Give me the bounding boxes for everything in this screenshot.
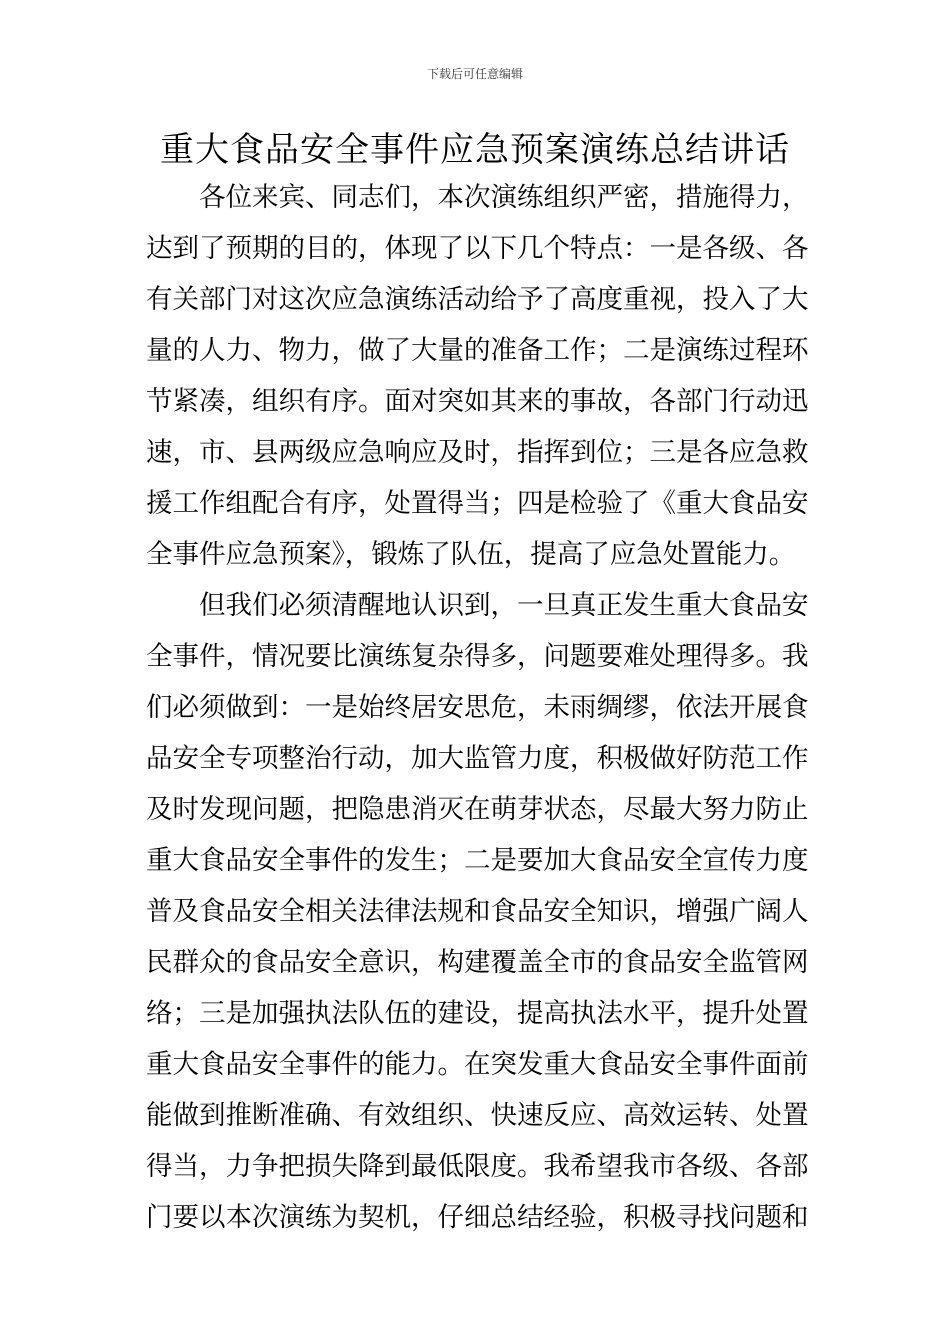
paragraph-line: 普及食品安全相关法律法规和食品安全知识，增强广阔人 [146, 896, 809, 927]
paragraph-1 [146, 172, 809, 580]
paragraph-line: 各位来宾、同志们，本次演练组织严密，措施得力， [199, 182, 809, 213]
paragraph-line: 有关部门对这次应急演练活动给予了高度重视，投入了大 [146, 284, 809, 315]
paragraph-line: 全事件，情况要比演练复杂得多，问题要难处理得多。我 [146, 641, 809, 672]
paragraph-line: 重大食品安全事件的发生；二是要加大食品安全宣传力度 [146, 845, 809, 876]
header-note: 下载后可任意编辑 [426, 67, 523, 81]
paragraph-line: 能做到推断准确、有效组织、快速反应、高效运转、处置 [146, 1100, 809, 1131]
paragraph-line: 量的人力、物力，做了大量的准备工作；二是演练过程环 [146, 335, 809, 366]
document-title: 重大食品安全事件应急预案演练总结讲话 [160, 130, 790, 170]
paragraph-line: 门要以本次演练为契机，仔细总结经验，积极寻找问题和 [146, 1202, 809, 1233]
paragraph-line: 但我们必须清醒地认识到，一旦真正发生重大食品安 [199, 590, 809, 621]
paragraph-line: 援工作组配合有序，处置得当；四是检验了《重大食品安 [146, 488, 809, 519]
paragraph-2 [146, 580, 809, 1243]
paragraph-line: 得当，力争把损失降到最低限度。我希望我市各级、各部 [146, 1151, 809, 1182]
document-body [146, 172, 809, 1243]
paragraph-line: 速，市、县两级应急响应及时，指挥到位；三是各应急救 [146, 437, 809, 468]
paragraph-line: 络；三是加强执法队伍的建设，提高执法水平，提升处置 [146, 998, 809, 1029]
paragraph-line: 们必须做到：一是始终居安思危，未雨绸缪，依法开展食 [146, 692, 809, 723]
paragraph-line: 品安全专项整治行动，加大监管力度，积极做好防范工作 [146, 743, 809, 774]
paragraph-line: 及时发现问题，把隐患消灭在萌芽状态，尽最大努力防止 [146, 794, 809, 825]
paragraph-line: 民群众的食品安全意识，构建覆盖全市的食品安全监管网 [146, 947, 809, 978]
paragraph-line: 节紧凑，组织有序。面对突如其来的事故，各部门行动迅 [146, 386, 809, 417]
paragraph-line: 达到了预期的目的，体现了以下几个特点：一是各级、各 [146, 233, 809, 264]
paragraph-line: 全事件应急预案》，锻炼了队伍，提高了应急处置能力。 [146, 539, 796, 570]
paragraph-line: 重大食品安全事件的能力。在突发重大食品安全事件面前 [146, 1049, 809, 1080]
